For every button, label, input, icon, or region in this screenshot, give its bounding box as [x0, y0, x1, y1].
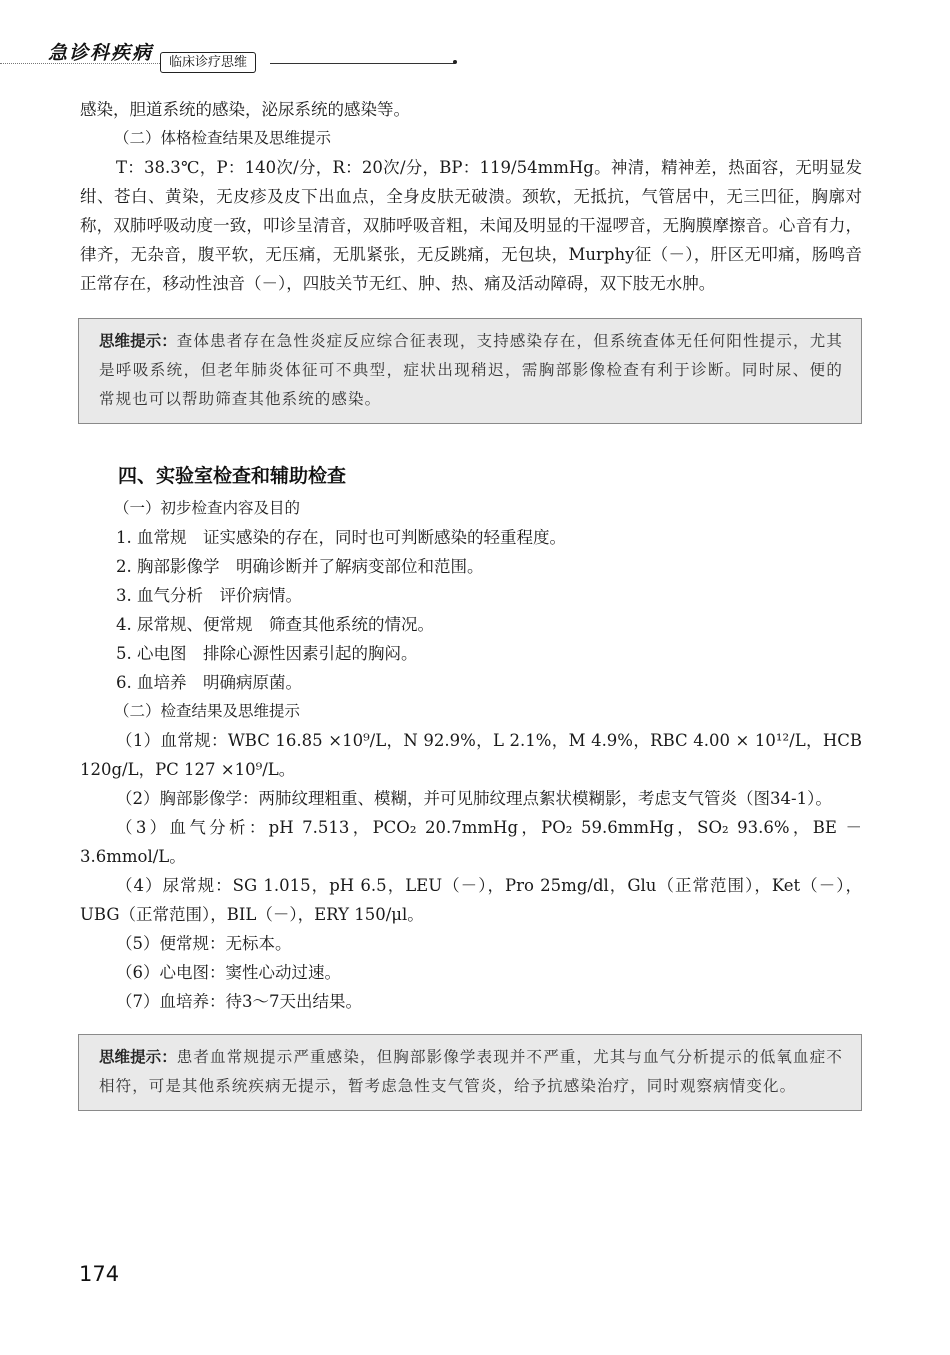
section-title: 四、实验室检查和辅助检查 [118, 465, 347, 487]
preliminary-item: 6. 血培养 明确病原菌。 [116, 673, 302, 692]
results-heading: （二）检查结果及思维提示 [114, 702, 301, 720]
preliminary-item: 5. 心电图 排除心源性因素引起的胸闷。 [116, 644, 418, 663]
result-item: （6）心电图：窦性心动过速。 [116, 963, 341, 982]
result-item: （3）血气分析：pH 7.513，PCO₂ 20.7mmHg，PO₂ 59.6mmHg，SO₂ 93.6%，BE － 3.6mmol/L。 [80, 818, 862, 866]
tip-label: 思维提示： [99, 1048, 177, 1066]
header-rule-left [0, 63, 160, 64]
page-header [0, 30, 950, 80]
preliminary-heading: （一）初步检查内容及目的 [114, 499, 301, 517]
header-rule-right [270, 63, 455, 64]
tip-text: 患者血常规提示严重感染，但胸部影像学表现并不严重，尤其与血气分析提示的低氧血症不相符，可是其他系统疾病无提示，暂考虑急性支气管炎，给予抗感染治疗，同时观察病情变化。 [99, 1048, 843, 1095]
continuation-text: 感染，胆道系统的感染，泌尿系统的感染等。 [80, 100, 410, 119]
result-item: （5）便常规：无标本。 [116, 934, 292, 953]
page-number: 174 [79, 1262, 120, 1286]
page-content [80, 95, 862, 1111]
tip-label: 思维提示： [99, 332, 177, 350]
result-item: （1）血常规：WBC 16.85 ×10⁹/L，N 92.9%，L 2.1%，M 4.9%，RBC 4.00 × 10¹²/L，HCB 120g/L，PC 127 ×10⁹/L。 [80, 731, 862, 779]
thinking-tip-box-1 [78, 318, 862, 424]
physical-exam-heading: （二）体格检查结果及思维提示 [114, 129, 332, 147]
thinking-tip-box-2 [78, 1034, 862, 1111]
result-item: （4）尿常规：SG 1.015，pH 6.5，LEU（－），Pro 25mg/dl，Glu（正常范围），Ket（－），UBG（正常范围），BIL（－），ERY 150/μl。 [80, 876, 862, 924]
preliminary-item: 1. 血常规 证实感染的存在，同时也可判断感染的轻重程度。 [116, 528, 566, 547]
preliminary-item: 4. 尿常规、便常规 筛查其他系统的情况。 [116, 615, 434, 634]
result-item: （7）血培养：待3～7天出结果。 [116, 992, 362, 1011]
chapter-tab: 临床诊疗思维 [160, 52, 256, 73]
tip-text: 查体患者存在急性炎症反应综合征表现，支持感染存在，但系统查体无任何阳性提示，尤其是呼吸系统，但老年肺炎体征可不典型，症状出现稍迟，需胸部影像检查有利于诊断。同时尿、便的常规也可以帮助筛查其他系统的感染。 [99, 332, 843, 408]
result-item: （2）胸部影像学：两肺纹理粗重、模糊，并可见肺纹理点絮状模糊影，考虑支气管炎（图34-1）。 [116, 789, 832, 808]
header-rule-dot [453, 60, 457, 64]
book-title: 急诊科疾病 [48, 42, 154, 64]
preliminary-item: 2. 胸部影像学 明确诊断并了解病变部位和范围。 [116, 557, 484, 576]
physical-exam-paragraph: T：38.3℃，P：140次/分，R：20次/分，BP：119/54mmHg。神清，精神差，热面容，无明显发绀、苍白、黄染，无皮疹及皮下出血点，全身皮肤无破溃。颈软，无抵抗，气管居中，无三凹征，胸廓对称，双肺呼吸动度一致，叩诊呈清音，双肺呼吸音粗，未闻及明显的干湿啰音，无胸膜摩擦音。心音有力，律齐，无杂音，腹平软，无压痛，无肌紧张，无反跳痛，无包块，Murphy征（－），肝区无叩痛，肠鸣音正常存在，移动性浊音（－），四肢关节无红、肿、热、痛及活动障碍，双下肢无水肿。 [80, 158, 862, 293]
preliminary-item: 3. 血气分析 评价病情。 [116, 586, 302, 605]
